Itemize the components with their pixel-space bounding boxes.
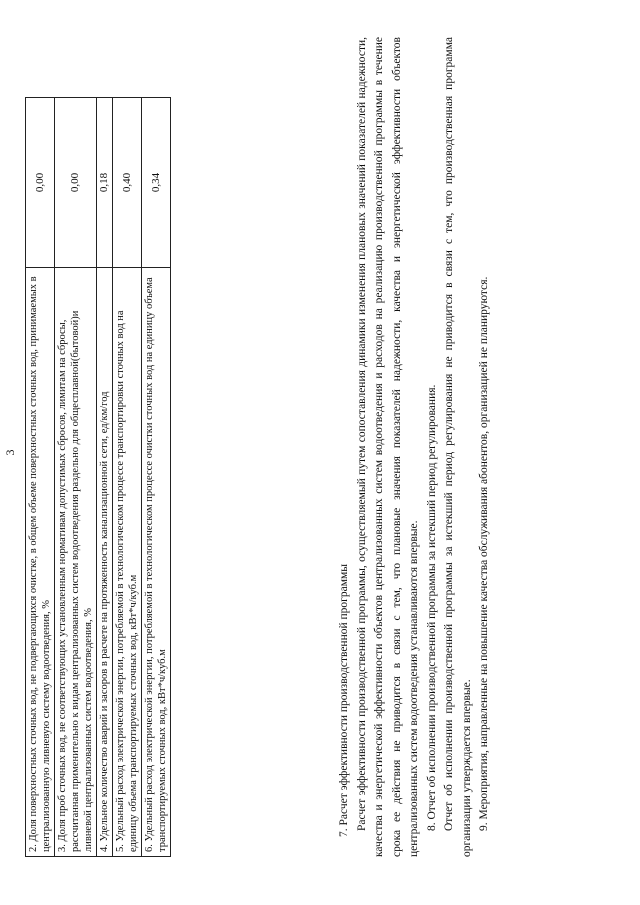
section-9-title: 9. Мероприятия, направленные на повышение качества обслуживания абонентов, организацией не планируются. (478, 276, 490, 831)
indicator-label: 3. Доля проб сточных вод, не соответствующих установленным нормативам допустимых сбросов, лимитам на сбросы, рассчитанная применительно к видам централизованных систем водоотведения раздельно для общесплавной(бытовой)и ливневой централизованных систем водоотведения, % (55, 268, 97, 857)
indicator-label: 2. Доля поверхностных сточных вод, не подвергающихся очистке, в общем объеме поверхностных сточных вод, принимаемых в централизованную ливневую систему водоотведения, % (26, 268, 55, 857)
indicator-label: 5. Удельный расход электрической энергии, потребляемой в технологическом процессе транспортировки сточных вод на единицу объема транспортируемых сточных вод, кВт*ч/куб.м (113, 268, 142, 857)
table-row (142, 98, 171, 857)
section-8-text: Отчет об исполнении производственной программы за истекший период регулирования не приводится в связи с тем, что производственная программа организации утверждается впервые. (443, 37, 473, 857)
section-7-text: Расчет эффективности производственной программы, осуществляемый путем сопоставления динамики изменения плановых значений показателей надежности, качества и энергетической эффективности объектов централизованных систем водоотведения и расходов на реализацию производственной программы в течение срока ее действия не приводится в связи с тем, что плановые значения показателей надежности, качества и энергетической эффективности объектов централизованных систем водоотведения устанавливаются впервые. (355, 37, 420, 857)
table-row (55, 98, 97, 857)
page-number: 3 (3, 449, 17, 456)
body-text (336, 37, 494, 857)
indicator-value: 0,00 (55, 98, 97, 268)
section-7-title: 7. Расчет эффективности производственной программы (338, 563, 350, 837)
indicator-label: 6. Удельный расход электрической энергии, потребляемой в технологическом процессе очистки сточных вод на единицу объема транспортируемых сточных вод, кВт*ч/куб.м (142, 268, 171, 857)
section-8-title: 8. Отчет об исполнении производственной программы за истекший период регулирования. (425, 384, 438, 831)
indicator-value: 0,40 (113, 98, 142, 268)
indicator-value: 0,00 (26, 98, 55, 268)
indicator-value: 0,18 (97, 98, 113, 268)
table-row (113, 98, 142, 857)
indicators-table (25, 97, 171, 857)
indicator-value: 0,34 (142, 98, 171, 268)
table-row (26, 98, 55, 857)
indicator-label: 4. Удельное количество аварий и засоров в расчете на протяженность канализационной сети, ед/км/год (97, 268, 113, 857)
table-row (97, 98, 113, 857)
